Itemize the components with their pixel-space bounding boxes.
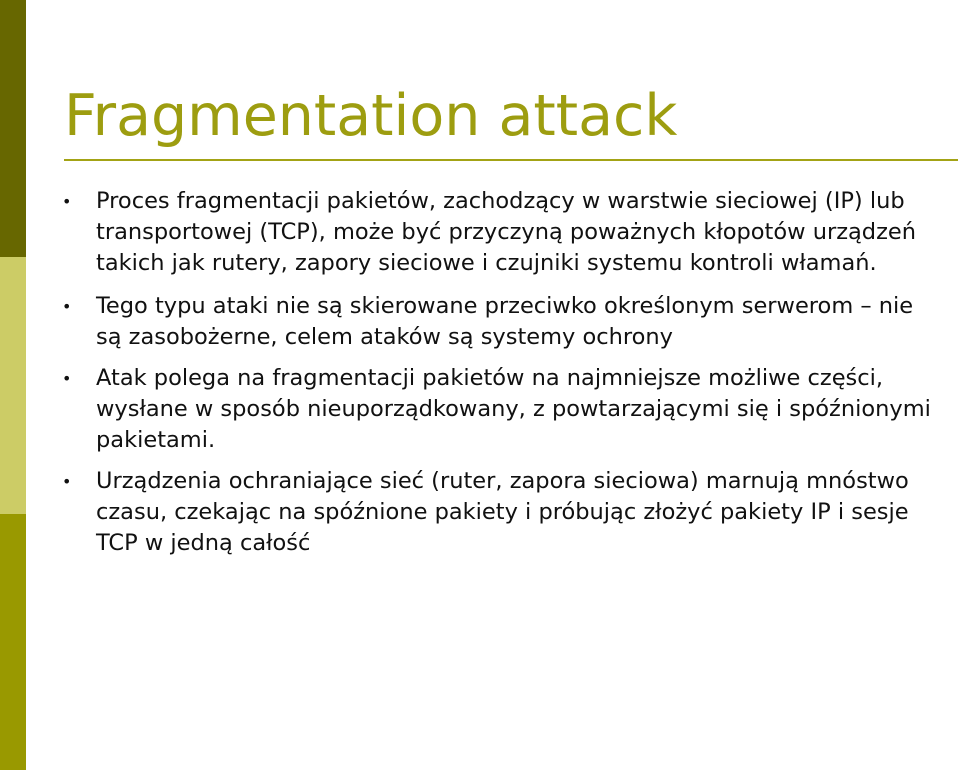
sidebar-bottom-segment — [0, 514, 26, 770]
bullet-text: Proces fragmentacji pakietów, zachodzący w warstwie sieciowej (IP) lub transportowej (TCP), może być przyczyną poważnych kłopotów urządzeń takich jak rutery, zapory sieciowe i czujniki systemu kontroli włamań. — [96, 188, 916, 276]
bullet-item — [62, 291, 942, 353]
title-underline — [64, 159, 958, 161]
bullet-dot: • — [62, 472, 72, 491]
slide-title: Fragmentation attack — [64, 83, 678, 149]
bullet-item — [62, 466, 942, 559]
bullet-item — [62, 186, 942, 279]
bullet-item — [62, 363, 942, 456]
sidebar-top-segment — [0, 0, 26, 257]
bullet-text: Urządzenia ochraniające sieć (ruter, zapora sieciowa) marnują mnóstwo czasu, czekając na spóźnione pakiety i próbując złożyć pakiety IP i sesje TCP w jedną całość — [96, 468, 909, 556]
bullet-text: Atak polega na fragmentacji pakietów na najmniejsze możliwe części, wysłane w sposób nieuporządkowany, z powtarzającymi się i spóźnionymi pakietami. — [96, 365, 931, 453]
bullet-text: Tego typu ataki nie są skierowane przeciwko określonym serwerom – nie są zasobożerne, celem ataków są systemy ochrony — [96, 293, 914, 350]
bullet-dot: • — [62, 192, 72, 211]
sidebar-middle-segment — [0, 257, 26, 514]
bullet-list — [62, 186, 942, 569]
bullet-dot: • — [62, 297, 72, 316]
bullet-dot: • — [62, 369, 72, 388]
